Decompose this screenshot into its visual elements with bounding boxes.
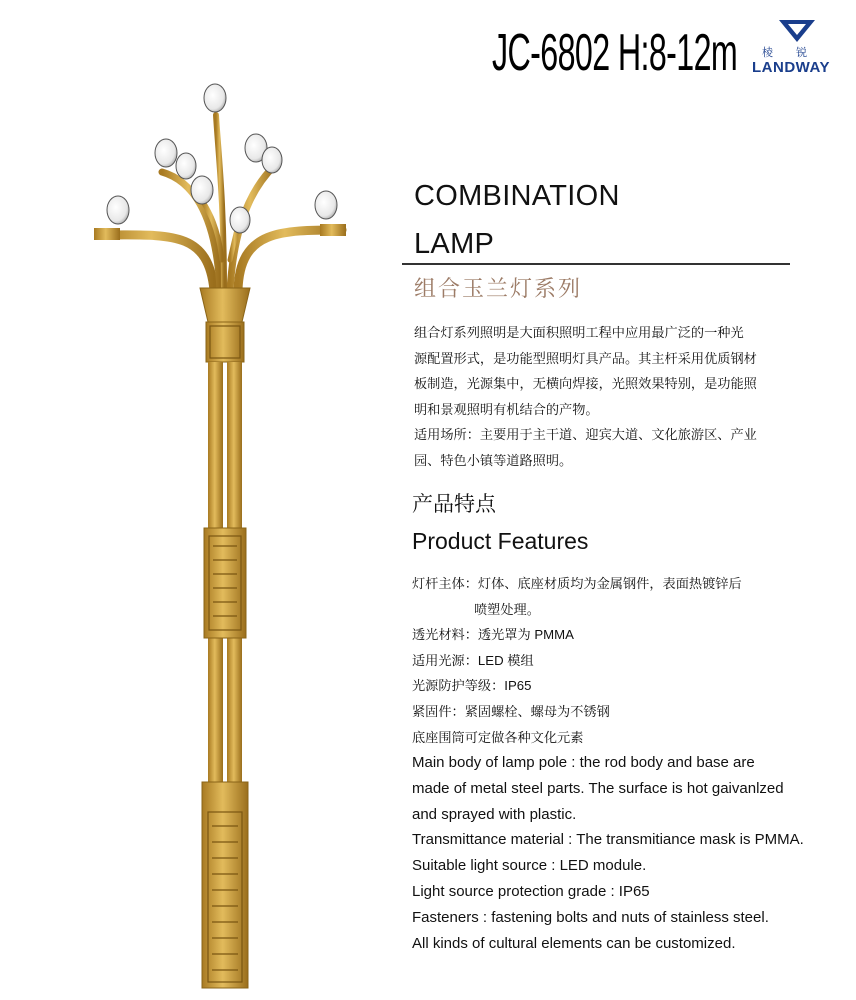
description bbox=[414, 320, 804, 474]
feature-item-en: and sprayed with plastic. bbox=[412, 805, 577, 823]
feature-item: 适用光源：LED 模组 bbox=[412, 652, 534, 668]
title-line2: LAMP bbox=[414, 228, 495, 260]
feature-item-en: All kinds of cultural elements can be customized. bbox=[412, 934, 736, 952]
feature-item-en: Fasteners : fastening bolts and nuts of stainless steel. bbox=[412, 908, 769, 926]
lamp-collar bbox=[200, 288, 250, 322]
description-line: 源配置形式，是功能型照明灯具产品。其主杆采用优质钢材 bbox=[414, 350, 757, 366]
feature-item: 透光材料：透光罩为 PMMA bbox=[412, 627, 574, 643]
description-line: 板制造，光源集中，无横向焊接，光照效果特别，是功能照 bbox=[414, 376, 757, 392]
title-divider bbox=[402, 263, 790, 265]
lamp-middle-section bbox=[204, 528, 246, 638]
subtitle: 组合玉兰灯系列 bbox=[414, 276, 583, 301]
lamp-base bbox=[202, 782, 248, 988]
model-title: JC-6802 H:8-12m bbox=[492, 24, 738, 82]
feature-item-en: Main body of lamp pole : the rod body and base are bbox=[412, 754, 755, 771]
lamp-bracket-right bbox=[320, 224, 346, 236]
feature-item: 灯杆主体：灯体、底座材质均为金属钢件，表面热镀锌后 bbox=[412, 576, 742, 591]
description-line: 适用场所：主要用于主干道、迎宾大道、文化旅游区、产业 bbox=[414, 427, 757, 443]
lamp-arm-left bbox=[100, 235, 214, 290]
feature-item: 喷塑处理。 bbox=[474, 601, 540, 617]
feature-item-en: Suitable light source : LED module. bbox=[412, 857, 647, 875]
features-list-cn bbox=[412, 571, 742, 750]
features-list-en bbox=[412, 750, 804, 956]
description-line: 组合灯系列照明是大面积照明工程中应用最广泛的一种光 bbox=[414, 325, 744, 340]
features-heading-en: Product Features bbox=[412, 528, 589, 554]
lamp-bracket-left bbox=[94, 228, 120, 240]
description-line: 园、特色小镇等道路照明。 bbox=[414, 452, 573, 468]
feature-item-en: made of metal steel parts. The surface is hot gaivanlzed bbox=[412, 779, 784, 797]
lamp-arm-right bbox=[238, 230, 342, 290]
lamp-illustration bbox=[90, 60, 360, 990]
logo-english: LANDWAY bbox=[752, 59, 830, 76]
feature-item: 底座围筒可定做各种文化元素 bbox=[412, 729, 584, 745]
feature-item: 紧固件：紧固螺栓、螺母为不锈钢 bbox=[412, 703, 610, 719]
description-line: 明和景观照明有机结合的产物。 bbox=[414, 401, 599, 417]
logo-chinese: 棱 锐 bbox=[762, 47, 807, 59]
feature-item-en: Transmittance material : The transmitiance mask is PMMA. bbox=[412, 831, 804, 849]
title-line1: COMBINATION bbox=[414, 180, 620, 212]
feature-item-en: Light source protection grade : IP65 bbox=[412, 882, 650, 900]
features-heading-cn: 产品特点 bbox=[412, 493, 496, 516]
feature-item: 光源防护等级：IP65 bbox=[412, 678, 532, 694]
